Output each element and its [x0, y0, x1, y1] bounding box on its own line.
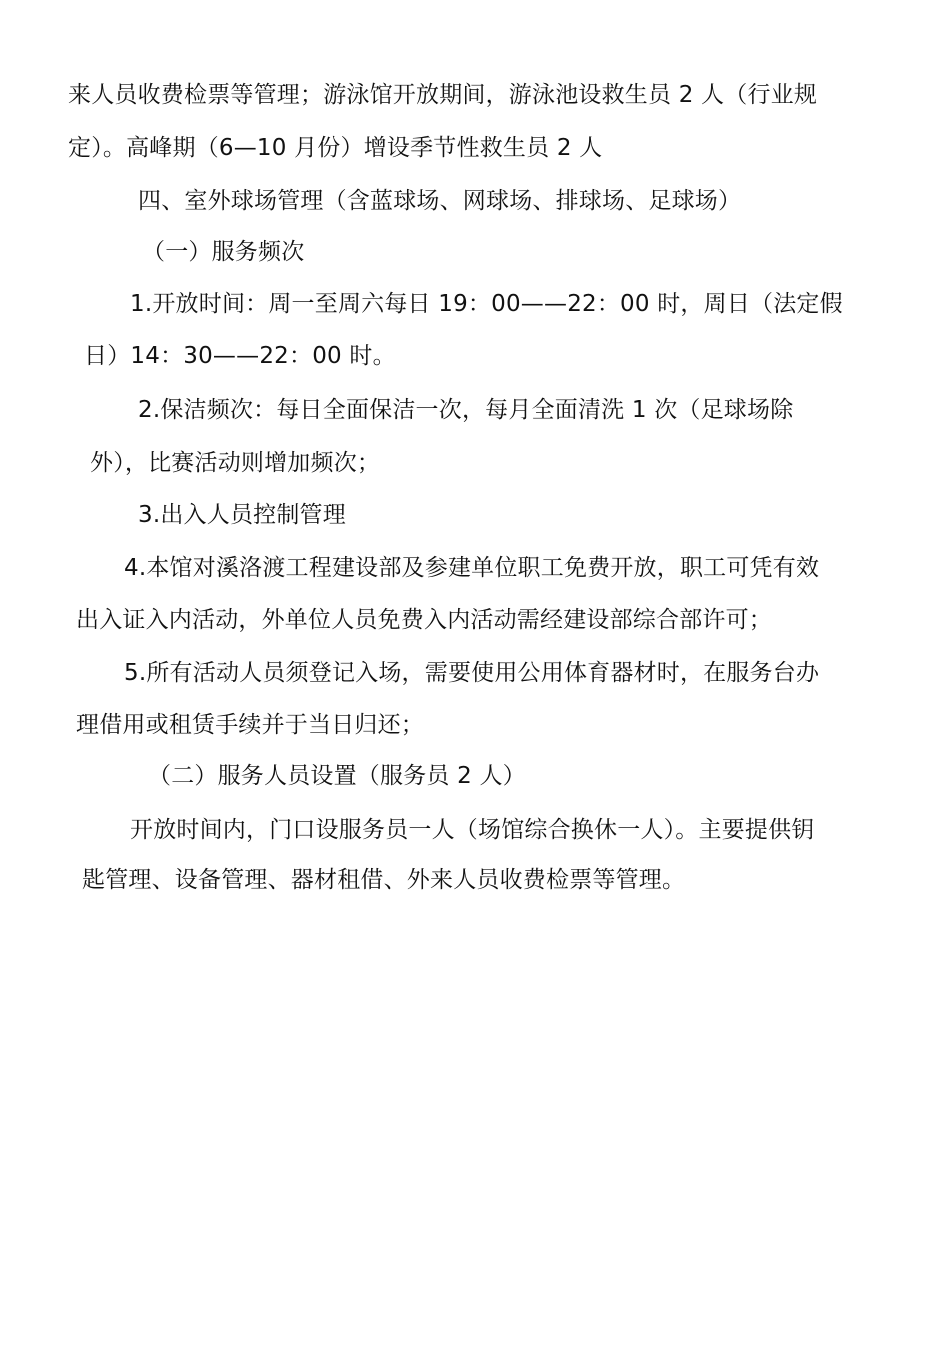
- text-line: 日）14：30——22：00 时。: [84, 343, 396, 369]
- section-heading: 四、室外球场管理（含蓝球场、网球场、排球场、足球场）: [138, 188, 742, 214]
- text-line: 来人员收费检票等管理；游泳馆开放期间，游泳池设救生员 2 人（行业规: [68, 82, 818, 108]
- subsection-heading: （二）服务人员设置（服务员 2 人）: [148, 763, 526, 789]
- text-line: 开放时间内，门口设服务员一人（场馆综合换休一人）。主要提供钥: [130, 817, 815, 843]
- text-line: 2.保洁频次：每日全面保洁一次，每月全面清洗 1 次（足球场除: [138, 397, 794, 423]
- text-line: 1.开放时间：周一至周六每日 19：00——22：00 时，周日（法定假: [130, 291, 843, 317]
- text-line: 定）。高峰期（6—10 月份）增设季节性救生员 2 人: [68, 135, 603, 161]
- text-line: 理借用或租赁手续并于当日归还；: [76, 712, 424, 738]
- subsection-heading: （一）服务频次: [142, 239, 305, 265]
- text-line: 出入证入内活动，外单位人员免费入内活动需经建设部综合部许可；: [76, 607, 772, 633]
- text-line: 5.所有活动人员须登记入场，需要使用公用体育器材时，在服务台办: [124, 660, 820, 686]
- text-line: 4.本馆对溪洛渡工程建设部及参建单位职工免费开放，职工可凭有效: [124, 555, 820, 581]
- text-line: 3.出入人员控制管理: [138, 502, 346, 528]
- text-line: 匙管理、设备管理、器材租借、外来人员收费检票等管理。: [82, 867, 686, 893]
- text-line: 外），比赛活动则增加频次；: [90, 450, 381, 476]
